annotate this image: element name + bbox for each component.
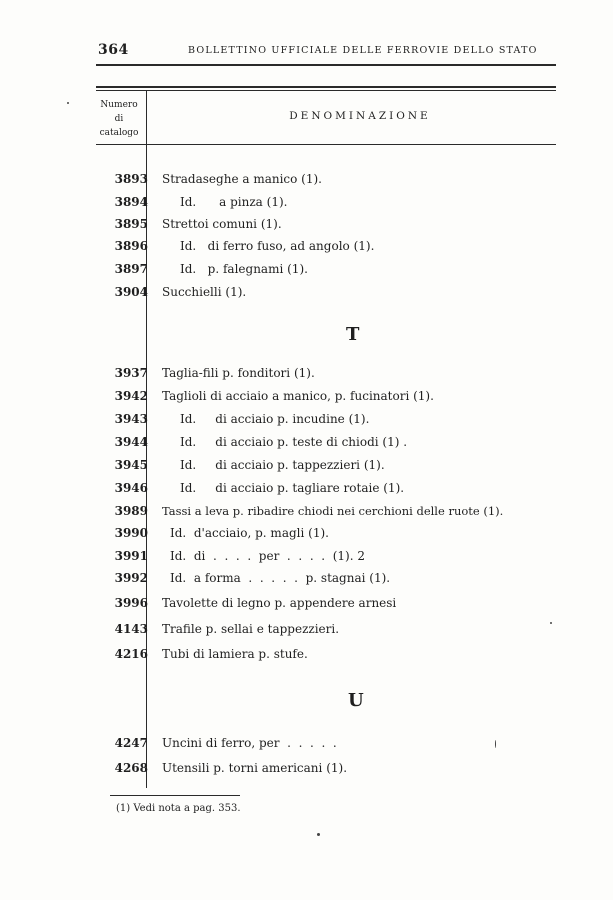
item-description: Taglia-fili p. fonditori (1). — [162, 366, 315, 380]
section-letter-u: U — [348, 690, 364, 711]
column-header-denomination: DENOMINAZIONE — [289, 110, 431, 122]
ink-speck — [317, 833, 320, 836]
column-header-line-1: Numero — [100, 100, 138, 110]
item-description: Id. di acciaio p. tappezzieri (1). — [180, 458, 385, 472]
item-description: Tavolette di legno p. appendere arnesi — [162, 596, 397, 610]
table-top-rule-2 — [96, 90, 556, 91]
catalog-number: 3904 — [114, 285, 148, 299]
item-description: Id. di acciaio p. tagliare rotaie (1). — [180, 481, 405, 495]
catalog-number: 3990 — [114, 526, 148, 540]
item-description: Strettoi comuni (1). — [162, 217, 282, 231]
catalog-number: 3946 — [114, 481, 148, 495]
catalog-number: 3992 — [114, 571, 148, 585]
catalog-number: 3895 — [114, 217, 148, 231]
item-description: Taglioli di acciaio a manico, p. fucinatori (1). — [162, 389, 434, 403]
item-description: Succhielli (1). — [162, 285, 247, 299]
item-description: Id. d'acciaio, p. magli (1). — [170, 526, 329, 540]
catalog-number: 3893 — [114, 172, 148, 186]
item-description: Id. di acciaio p. teste di chiodi (1) . — [180, 435, 408, 449]
column-header-number — [96, 98, 142, 140]
footnote-rule — [110, 795, 240, 796]
item-description: Utensili p. torni americani (1). — [162, 761, 348, 775]
ink-speck — [495, 740, 496, 748]
catalog-number: 3894 — [114, 195, 148, 209]
catalog-number: 3896 — [114, 239, 148, 253]
catalog-number: 3996 — [114, 596, 148, 610]
item-description: Trafile p. sellai e tappezzieri. — [162, 622, 340, 636]
item-description: Uncini di ferro, per . . . . . — [162, 736, 337, 750]
catalog-number: 3937 — [114, 366, 148, 380]
table-top-rule — [96, 86, 556, 88]
catalog-number: 3945 — [114, 458, 148, 472]
catalog-number: 4143 — [114, 622, 148, 636]
item-description: Id. a forma . . . . . p. stagnai (1). — [170, 571, 391, 585]
catalog-number: 4216 — [114, 647, 148, 661]
header-rule — [96, 64, 556, 66]
catalog-number: 3942 — [114, 389, 148, 403]
item-description: Id. di acciaio p. incudine (1). — [180, 412, 370, 426]
catalog-number: 4268 — [114, 761, 148, 775]
catalog-number: 3991 — [114, 549, 148, 563]
catalog-number: 3943 — [114, 412, 148, 426]
catalog-number: 3897 — [114, 262, 148, 276]
item-description: Id. di . . . . per . . . . (1). 2 — [170, 549, 365, 563]
section-letter-t: T — [346, 324, 360, 345]
page-number: 364 — [98, 42, 129, 58]
item-description: Tassi a leva p. ribadire chiodi nei cerchioni delle ruote (1). — [162, 504, 504, 518]
item-description: Id. a pinza (1). — [180, 195, 288, 209]
ink-speck — [550, 622, 552, 624]
item-description: Stradaseghe a manico (1). — [162, 172, 322, 186]
catalog-number: 3944 — [114, 435, 148, 449]
item-description: Id. di ferro fuso, ad angolo (1). — [180, 239, 375, 253]
table-header-bottom-rule — [96, 144, 556, 145]
item-description: Id. p. falegnami (1). — [180, 262, 308, 276]
footnote: (1) Vedi nota a pag. 353. — [116, 803, 241, 814]
column-header-line-3: catalogo — [99, 128, 139, 138]
catalog-number: 3989 — [114, 504, 148, 518]
running-title: BOLLETTINO UFFICIALE DELLE FERROVIE DELLO STATO — [188, 45, 538, 56]
catalog-number: 4247 — [114, 736, 148, 750]
ink-speck — [67, 102, 69, 104]
column-header-line-2: di — [114, 114, 124, 124]
item-description: Tubi di lamiera p. stufe. — [162, 647, 308, 661]
